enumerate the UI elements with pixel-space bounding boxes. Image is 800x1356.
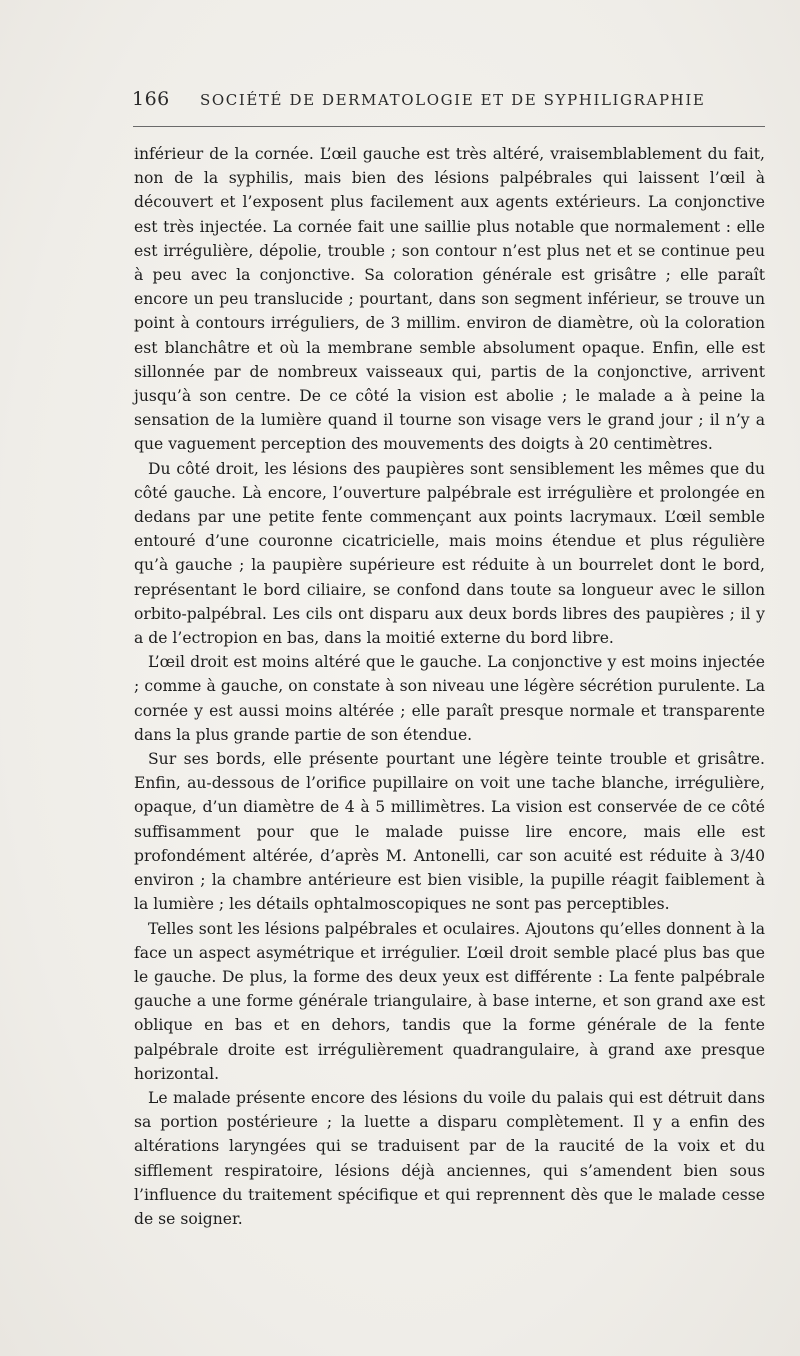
paragraph: inférieur de la cornée. L’œil gauche est très altéré, vraisemblablement du fait, non de la syphilis, mais bien des lésions palpébrales qui laissent l’œil à découvert et l’exposent plus facilement aux agents extérieurs. La conjonctive est très injectée. La cornée fait une saillie plus notable que normalement : elle est irrégulière, dépolie, trouble ; son contour n’est plus net et se continue peu à peu avec la conjonctive. Sa coloration générale est grisâtre ; elle paraît encore un peu translucide ; pourtant, dans son segment inférieur, se trouve un point à contours irréguliers, de 3 millim. environ de diamètre, où la coloration est blanchâtre et où la membrane semble absolument opaque. Enfin, elle est sillonnée par de nombreux vaisseaux qui, partis de la conjonctive, arrivent jusqu’à son centre. De ce côté la vision est abolie ; le malade a à peine la sensation de la lumière quand il tourne son visage vers le grand jour ; il n’y a que vaguement perception des mouvements des doigts à 20 centimètres.	[134, 145, 765, 454]
paragraph: Sur ses bords, elle présente pourtant une légère teinte trouble et grisâtre. Enfin, au-dessous de l’orifice pupillaire on voit une tache blanche, irrégulière, opaque, d’un diamètre de 4 à 5 millimètres. La vision est conservée de ce côté suffisamment pour que le malade puisse lire encore, mais elle est profondément altérée, d’après M. Antonelli, car son acuité est réduite à 3/40 environ ; la chambre antérieure est bien visible, la pupille réagit faiblement à la lumière ; les détails ophtalmoscopiques ne sont pas perceptibles.	[134, 750, 765, 914]
page-number: 166	[132, 88, 170, 110]
paragraph: Du côté droit, les lésions des paupières sont sensiblement les mêmes que du côté gauche. Là encore, l’ouverture palpébrale est irrégulière et prolongée en dedans par une petite fente commençant aux points lacrymaux. L’œil semble entouré d’une couronne cicatricielle, mais moins étendue et plus régulière qu’à gauche ; la paupière supérieure est réduite à un bourrelet dont le bord, représentant le bord ciliaire, se confond dans toute sa longueur avec le sillon orbito-palpébral. Les cils ont disparu aux deux bords libres des paupières ; il y a de l’ectropion en bas, dans la moitié externe du bord libre.	[134, 459, 765, 648]
page-header	[130, 88, 765, 118]
paragraph: L’œil droit est moins altéré que le gauche. La conjonctive y est moins injectée ; comme à gauche, on constate à son niveau une légère sécrétion purulente. La cornée y est aussi moins altérée ; elle paraît presque normale et transparente dans la plus grande partie de son étendue.	[134, 653, 765, 744]
running-head: SOCIÉTÉ DE DERMATOLOGIE ET DE SYPHILIGRAPHIE	[200, 91, 706, 109]
body-text	[134, 142, 765, 1231]
paragraph: Telles sont les lésions palpébrales et oculaires. Ajoutons qu’elles donnent à la face un aspect asymétrique et irrégulier. L’œil droit semble placé plus bas que le gauche. De plus, la forme des deux yeux est différente : La fente palpébrale gauche a une forme générale triangulaire, à base interne, et son grand axe est oblique en bas et en dehors, tandis que la forme générale de la fente palpébrale droite est irrégulièrement quadrangulaire, à grand axe presque horizontal.	[134, 919, 765, 1083]
header-rule	[133, 126, 765, 127]
paragraph: Le malade présente encore des lésions du voile du palais qui est détruit dans sa portion postérieure ; la luette a disparu complètement. Il y a enfin des altérations laryngées qui se traduisent par de la raucité de la voix et du sifflement respiratoire, lésions déjà anciennes, qui s’amendent bien sous l’influence du traitement spécifique et qui reprennent dès que le malade cesse de se soigner.	[134, 1088, 765, 1228]
